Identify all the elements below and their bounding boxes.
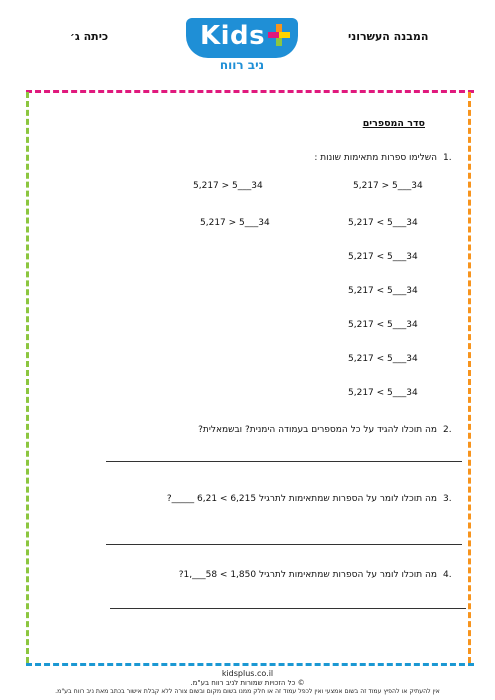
footer-legal: אין להעתיק או להפיץ עמוד זה בשום אמצעי ואין לכפל עמוד זה או חלק ממנו בשום מקום ובשום צורה ללא קבלת אישור בכתב מאת ניב רווח בע"מ. [55,688,440,695]
q1-right-item: 5,217 < 5___34 [348,388,418,398]
section-title: סדר המספרים [362,118,425,129]
q3-answer-line[interactable] [106,544,462,545]
topic-title: המבנה העשרוני [348,30,429,43]
q1-right-item: 5,217 < 5___34 [348,354,418,364]
q1-number: 1. [443,153,452,163]
footer-copyright: © כל הזכויות שמורות לניב רווח בע"מ. [190,679,305,687]
q4-number: 4. [443,570,452,580]
q1-right-item: 5,217 < 5___34 [348,252,418,262]
q4-text: מה תוכלו לומר על הספרות שמתאימות לתרגיל 1,___58 < 1,850? [178,570,437,580]
q1-left-item: 5,217 > 5___34 [193,181,263,191]
q1-left-item: 5,217 > 5___34 [200,218,270,228]
q2-text: מה תוכלו להגיד על כל המספרים בעמודה הימנית? ובשמאלית? [198,425,437,435]
grade-label: כיתה ג׳ [70,30,109,43]
logo-subtitle: ניב רווח [219,58,265,72]
q1-right-item: 5,217 < 5___34 [348,286,418,296]
q1-right-item: 5,217 < 5___34 [348,320,418,330]
kids-logo [186,12,298,72]
frame-top-border [26,90,474,93]
frame-right-border [468,92,471,663]
footer-site[interactable]: kidsplus.co.il [221,669,274,678]
frame-bottom-border [26,663,474,666]
q4-answer-line[interactable] [110,608,466,609]
q3-text: מה תוכלו לומר על הספרות שמתאימות לתרגיל _____ 6,21 < 6,215? [166,494,437,504]
frame-left-border [26,92,29,663]
logo-word: Kids [200,21,266,51]
q1-text: השלימו ספרות מתאימות שונות : [314,153,437,163]
q2-answer-line[interactable] [106,461,462,462]
q2-number: 2. [443,425,452,435]
q1-right-item: 5,217 < 5___34 [348,218,418,228]
q3-number: 3. [443,494,452,504]
q1-right-item: 5,217 > 5___34 [353,181,423,191]
plus-icon [268,24,290,46]
